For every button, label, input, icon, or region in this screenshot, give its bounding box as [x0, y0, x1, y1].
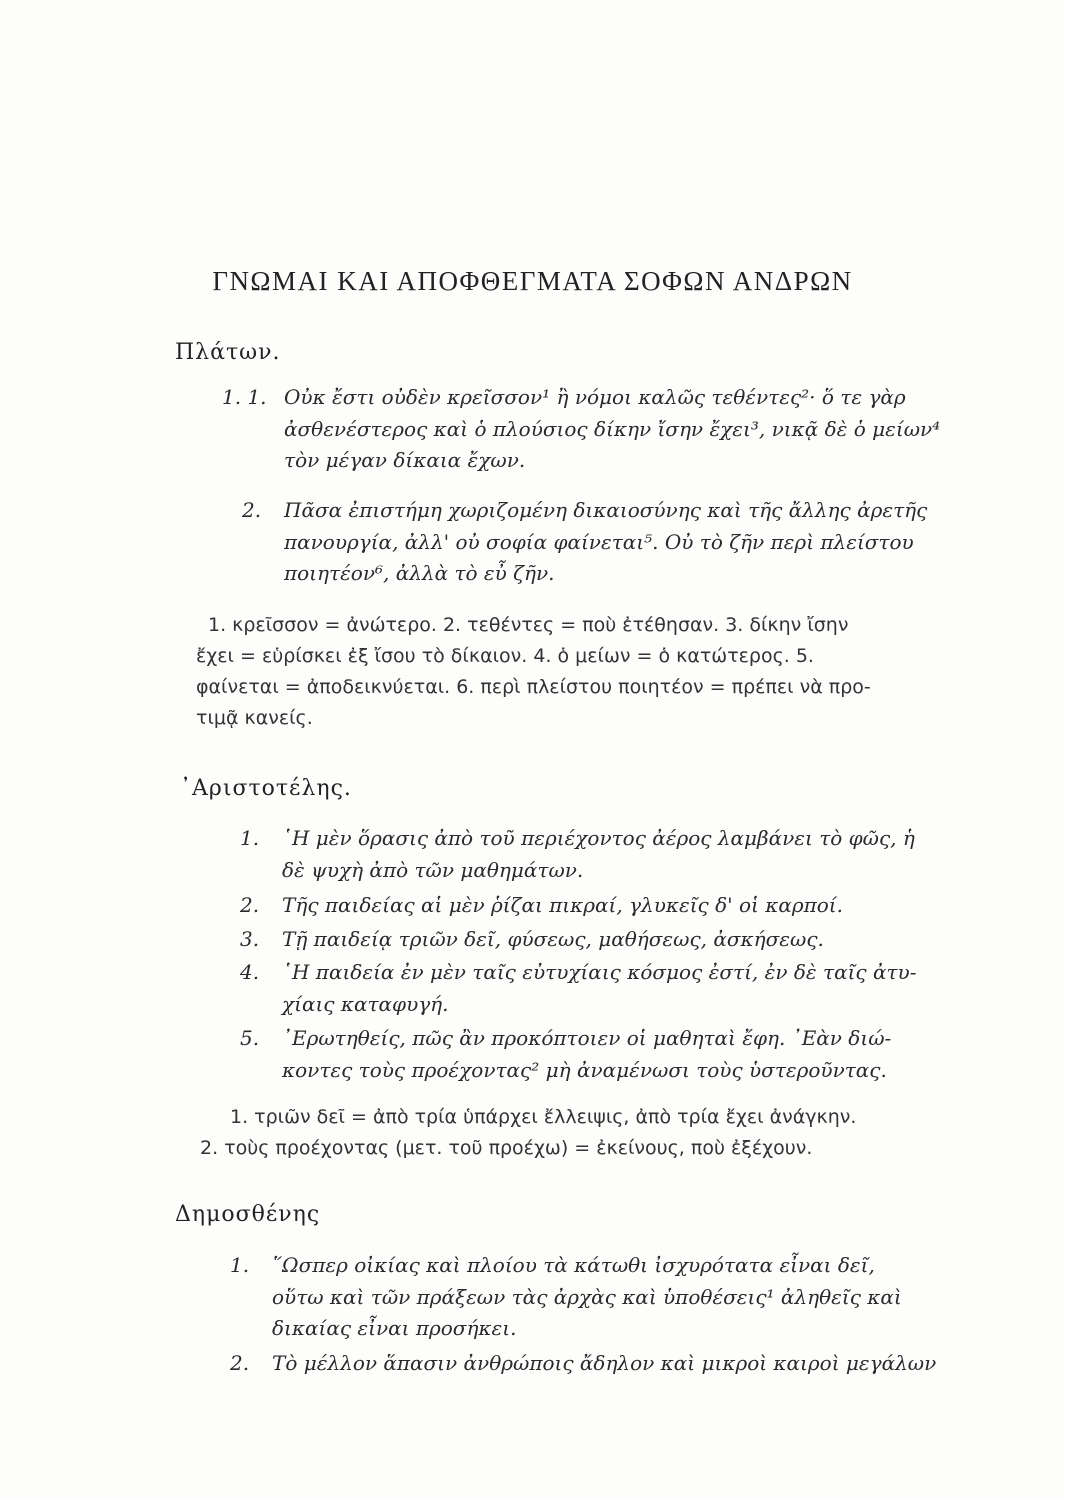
- saying-line: [240, 924, 824, 956]
- saying-line: κοντες τοὺς προέχοντας² μὴ ἀναμένωσι τοὺς ὑστεροῦντας.: [282, 1057, 887, 1082]
- page-title: ΓΝΩΜΑΙ ΚΑΙ ΑΠΟΦΘΕΓΜΑΤΑ ΣΟΦΩΝ ΑΝΔΡΩΝ: [212, 266, 853, 296]
- saying-aristotle-5: [240, 1023, 891, 1086]
- saying-line: [240, 890, 843, 922]
- saying-text: Πᾶσα ἐπιστήμη χωριζομένη δικαιοσύνης καὶ τῆς ἄλλης ἀρετῆς: [284, 498, 928, 522]
- author-heading-plato: Πλάτων.: [175, 340, 281, 365]
- saying-line: δὲ ψυχὴ ἀπὸ τῶν μαθημάτων.: [282, 857, 584, 882]
- footnote-line: φαίνεται = ἀποδεικνύεται. 6. περὶ πλείστου ποιητέον = πρέπει νὰ προ-: [196, 676, 871, 698]
- saying-aristotle-2: [240, 890, 843, 922]
- footnote-line: 2. τοὺς προέχοντας (μετ. τοῦ προέχω) = ἐκείνους, ποὺ ἐξέχουν.: [200, 1137, 813, 1159]
- saying-text: ῾Η μὲν ὅρασις ἀπὸ τοῦ περιέχοντος ἀέρος λαμβάνει τὸ φῶς, ἡ: [282, 826, 915, 850]
- saying-text: ῞Ωσπερ οἰκίας καὶ πλοίου τὰ κάτωθι ἰσχυρότατα εἶναι δεῖ,: [272, 1253, 875, 1277]
- saying-number: 1.: [230, 1253, 250, 1277]
- saying-aristotle-1: [240, 823, 915, 886]
- saying-number: 2.: [230, 1351, 250, 1375]
- saying-line: [240, 1023, 891, 1055]
- author-heading-aristotle: ᾿Αριστοτέλης.: [180, 776, 352, 801]
- saying-line: τὸν μέγαν δίκαια ἔχων.: [284, 448, 526, 472]
- saying-line: [242, 495, 927, 527]
- saying-line: οὕτω καὶ τῶν πράξεων τὰς ἀρχὰς καὶ ὑποθέσεις¹ ἀληθεῖς καὶ: [272, 1284, 902, 1309]
- footnote-line: 1. κρεῖσσον = ἀνώτερο. 2. τεθέντες = ποὺ ἐτέθησαν. 3. δίκην ἴσην: [208, 614, 849, 636]
- saying-line: ποιητέον⁶, ἀλλὰ τὸ εὖ ζῆν.: [284, 561, 555, 585]
- saying-line: πανουργία, ἀλλ' οὐ σοφία φαίνεται⁵. Οὐ τὸ ζῆν περὶ πλείστου: [284, 529, 914, 554]
- saying-number: 1.: [240, 826, 260, 850]
- saying-line: [240, 957, 916, 989]
- saying-line: ἀσθενέστερος καὶ ὁ πλούσιος δίκην ἴσην ἔχει³, νικᾷ δὲ ὁ μείων⁴: [284, 416, 941, 441]
- saying-line: χίαις καταφυγή.: [282, 991, 449, 1016]
- saying-aristotle-3: [240, 924, 824, 956]
- saying-aristotle-4: [240, 957, 916, 1020]
- saying-number: 1. 1.: [222, 385, 267, 409]
- saying-number: 4.: [240, 960, 260, 984]
- footnote-line: 1. τριῶν δεῖ = ἀπὸ τρία ὑπάρχει ἔλλειψις, ἀπὸ τρία ἔχει ἀνάγκην.: [230, 1106, 857, 1128]
- footnotes-plato: [196, 610, 871, 734]
- saying-text: Οὐκ ἔστι οὐδὲν κρεῖσσον¹ ἢ νόμοι καλῶς τεθέντες²· ὅ τε γὰρ: [284, 385, 906, 409]
- author-heading-demosthenes: Δημοσθένης: [175, 1202, 321, 1227]
- saying-number: 2.: [240, 893, 260, 917]
- saying-demosthenes-1: [230, 1250, 902, 1345]
- footnote-line: ἔχει = εὑρίσκει ἐξ ἴσου τὸ δίκαιον. 4. ὁ μείων = ὁ κατώτερος. 5.: [196, 645, 814, 667]
- saying-line: [230, 1250, 902, 1282]
- saying-number: 5.: [240, 1026, 260, 1050]
- footnote-line: τιμᾷ κανείς.: [196, 707, 313, 729]
- saying-number: 2.: [242, 498, 262, 522]
- saying-text: ῾Η παιδεία ἐν μὲν ταῖς εὐτυχίαις κόσμος ἐστί, ἐν δὲ ταῖς ἀτυ-: [282, 960, 917, 984]
- saying-line: [230, 1348, 936, 1380]
- saying-text: Τῆς παιδείας αἱ μὲν ῥίζαι πικραί, γλυκεῖς δ' οἱ καρποί.: [282, 893, 844, 917]
- saying-plato-2: [242, 495, 927, 590]
- saying-line: δικαίας εἶναι προσήκει.: [272, 1316, 517, 1340]
- saying-line: [240, 823, 915, 855]
- saying-text: Τὸ μέλλον ἅπασιν ἀνθρώποις ἄδηλον καὶ μικροὶ καιροὶ μεγάλων: [272, 1351, 937, 1375]
- saying-text: ᾿Ερωτηθείς, πῶς ἂν προκόπτοιεν οἱ μαθηταὶ ἔφη. ᾿Εὰν διώ-: [282, 1026, 892, 1050]
- saying-number: 3.: [240, 927, 260, 951]
- footnotes-aristotle: [200, 1102, 856, 1164]
- saying-line: [222, 382, 940, 414]
- saying-plato-1: [222, 382, 940, 477]
- saying-text: Τῇ παιδείᾳ τριῶν δεῖ, φύσεως, μαθήσεως, ἀσκήσεως.: [282, 927, 824, 951]
- saying-demosthenes-2: [230, 1348, 936, 1380]
